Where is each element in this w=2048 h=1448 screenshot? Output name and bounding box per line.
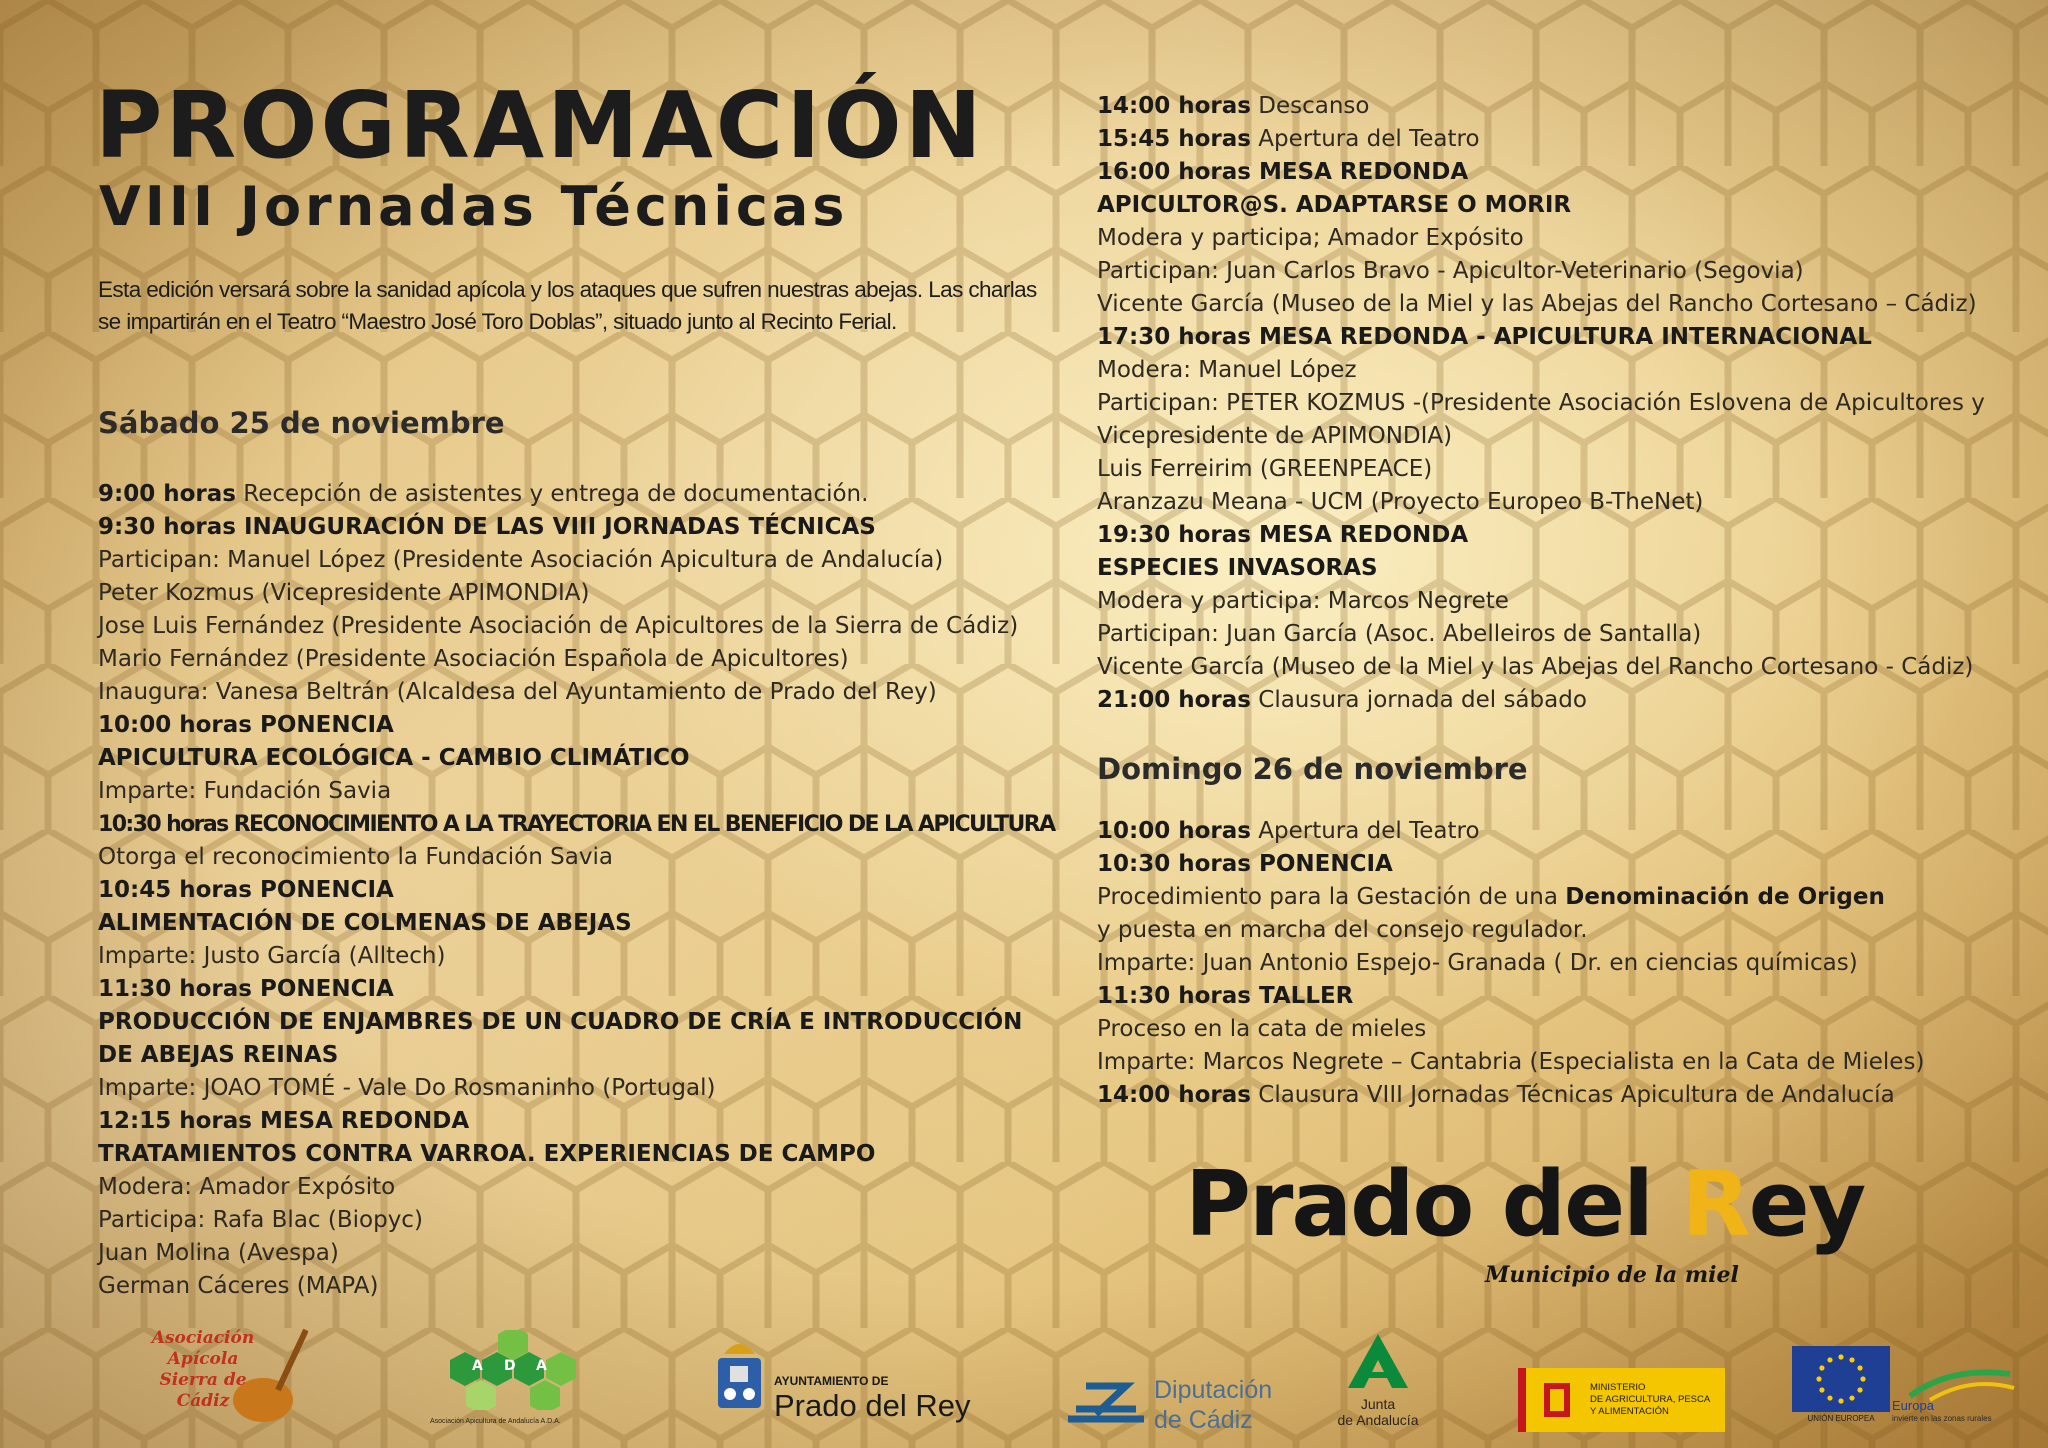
schedule-line: Aranzazu Meana - UCM (Proyecto Europeo B-TheNet) bbox=[1097, 489, 1704, 515]
schedule-line: Jose Luis Fernández (Presidente Asociación de Apicultores de la Sierra de Cádiz) bbox=[98, 613, 1019, 639]
schedule-line: Procedimiento para la Gestación de una Denominación de Origen bbox=[1097, 884, 1885, 910]
ada-logo: A D A Asociación Apicultura de Andalucía A.D.A. bbox=[420, 1330, 600, 1430]
coat-of-arms-icon bbox=[712, 1334, 767, 1429]
ministerio-agricultura-logo: MINISTERIO DE AGRICULTURA, PESCA Y ALIMENTACIÓN bbox=[1518, 1368, 1725, 1432]
schedule-line: 21:00 horas Clausura jornada del sábado bbox=[1097, 687, 1587, 713]
schedule-line: Inaugura: Vanesa Beltrán (Alcaldesa del Ayuntamiento de Prado del Rey) bbox=[98, 679, 937, 705]
schedule-line: Imparte: Justo García (Alltech) bbox=[98, 943, 446, 969]
sunday-schedule bbox=[1097, 815, 1924, 1112]
saturday-afternoon-schedule bbox=[1097, 90, 1985, 717]
schedule-line: 17:30 horas MESA REDONDA - APICULTURA INTERNACIONAL bbox=[1097, 324, 1872, 350]
page-title: PROGRAMACIÓN bbox=[95, 72, 985, 179]
schedule-line: Vicente García (Museo de la Miel y las Abejas del Rancho Cortesano – Cádiz) bbox=[1097, 291, 1977, 317]
schedule-line: 10:00 horas Apertura del Teatro bbox=[1097, 818, 1480, 844]
eu-flag-icon bbox=[1792, 1346, 1890, 1412]
saturday-schedule bbox=[98, 478, 1055, 1303]
schedule-line: 10:30 horas RECONOCIMIENTO A LA TRAYECTORIA EN EL BENEFICIO DE LA APICULTURA bbox=[98, 812, 1055, 837]
schedule-line: TRATAMIENTOS CONTRA VARROA. EXPERIENCIAS DE CAMPO bbox=[98, 1141, 876, 1167]
schedule-line: Participan: Juan García (Asoc. Abelleiros de Santalla) bbox=[1097, 621, 1702, 647]
schedule-line: 10:00 horas PONENCIA bbox=[98, 712, 394, 738]
schedule-line: Peter Kozmus (Vicepresidente APIMONDIA) bbox=[98, 580, 590, 606]
union-europea-logo: UNIÓN EUROPEA bbox=[1792, 1346, 1890, 1426]
diputacion-cadiz-logo: Diputación de Cádiz bbox=[1066, 1374, 1286, 1444]
europa-rural-logo: Europa invierte en las zonas rurales bbox=[1890, 1366, 2020, 1436]
schedule-line: Vicente García (Museo de la Miel y las Abejas del Rancho Cortesano - Cádiz) bbox=[1097, 654, 1974, 680]
schedule-line: DE ABEJAS REINAS bbox=[98, 1042, 339, 1068]
schedule-line: Modera: Amador Expósito bbox=[98, 1174, 396, 1200]
schedule-line: 19:30 horas MESA REDONDA bbox=[1097, 522, 1469, 548]
schedule-line: ALIMENTACIÓN DE COLMENAS DE ABEJAS bbox=[98, 910, 632, 936]
schedule-line: Participan: PETER KOZMUS -(Presidente Asociación Eslovena de Apicultores y bbox=[1097, 390, 1985, 416]
schedule-line: 11:30 horas PONENCIA bbox=[98, 976, 394, 1002]
schedule-line: Modera y participa; Amador Expósito bbox=[1097, 225, 1524, 251]
schedule-line: Proceso en la cata de mieles bbox=[1097, 1016, 1427, 1042]
schedule-line: 15:45 horas Apertura del Teatro bbox=[1097, 126, 1480, 152]
asociacion-apicola-logo: Asociación Apícola Sierra de Cádiz bbox=[138, 1320, 308, 1435]
schedule-line: 14:00 horas Clausura VIII Jornadas Técnicas Apicultura de Andalucía bbox=[1097, 1082, 1895, 1108]
intro-text: Esta edición versará sobre la sanidad apícola y los ataques que sufren nuestras abejas. Las charlas se impartirán en el Teatro “Maestro José Toro Doblas”, situado junto al Recinto Ferial. bbox=[98, 277, 1037, 334]
schedule-line: ESPECIES INVASORAS bbox=[1097, 555, 1378, 581]
brand-tagline: Municipio de la miel bbox=[1485, 1262, 1739, 1288]
schedule-line: 16:00 horas MESA REDONDA bbox=[1097, 159, 1469, 185]
schedule-line: APICULTURA ECOLÓGICA - CAMBIO CLIMÁTICO bbox=[98, 745, 690, 771]
sunday-heading: Domingo 26 de noviembre bbox=[1097, 752, 1528, 786]
schedule-line: Participan: Manuel López (Presidente Asociación Apicultura de Andalucía) bbox=[98, 547, 944, 573]
schedule-line: y puesta en marcha del consejo regulador. bbox=[1097, 917, 1588, 943]
schedule-line: 9:00 horas Recepción de asistentes y entrega de documentación. bbox=[98, 481, 869, 507]
schedule-line: Vicepresidente de APIMONDIA) bbox=[1097, 423, 1453, 449]
ayuntamiento-logo: AYUNTAMIENTO DE Prado del Rey bbox=[712, 1334, 982, 1434]
junta-andalucia-logo: Junta de Andalucía bbox=[1328, 1332, 1428, 1442]
wave-icon bbox=[1066, 1374, 1146, 1434]
schedule-line: Modera: Manuel López bbox=[1097, 357, 1357, 383]
schedule-line: Imparte: Marcos Negrete – Cantabria (Especialista en la Cata de Mieles) bbox=[1097, 1049, 1925, 1075]
prado-del-rey-logo: Prado del Rey bbox=[1185, 1152, 1865, 1257]
schedule-line: Juan Molina (Avespa) bbox=[98, 1240, 339, 1266]
schedule-line: Participa: Rafa Blac (Biopyc) bbox=[98, 1207, 423, 1233]
schedule-line: Participan: Juan Carlos Bravo - Apicultor-Veterinario (Segovia) bbox=[1097, 258, 1804, 284]
schedule-line: PRODUCCIÓN DE ENJAMBRES DE UN CUADRO DE CRÍA E INTRODUCCIÓN bbox=[98, 1009, 1023, 1035]
schedule-line: Imparte: Juan Antonio Espejo- Granada ( Dr. en ciencias químicas) bbox=[1097, 950, 1858, 976]
schedule-line: 10:45 horas PONENCIA bbox=[98, 877, 394, 903]
schedule-line: APICULTOR@S. ADAPTARSE O MORIR bbox=[1097, 192, 1572, 218]
schedule-line: 9:30 horas INAUGURACIÓN DE LAS VIII JORNADAS TÉCNICAS bbox=[98, 514, 876, 540]
stars-wave-icon bbox=[1890, 1366, 2020, 1402]
page-subtitle: VIII Jornadas Técnicas bbox=[99, 175, 849, 238]
saturday-heading: Sábado 25 de noviembre bbox=[98, 406, 505, 440]
schedule-line: Mario Fernández (Presidente Asociación Española de Apicultores) bbox=[98, 646, 849, 672]
schedule-line: 10:30 horas PONENCIA bbox=[1097, 851, 1393, 877]
schedule-line: 12:15 horas MESA REDONDA bbox=[98, 1108, 470, 1134]
schedule-line: 11:30 horas TALLER bbox=[1097, 983, 1354, 1009]
schedule-line: German Cáceres (MAPA) bbox=[98, 1273, 379, 1299]
spain-coat-of-arms-icon bbox=[1538, 1375, 1576, 1425]
schedule-line: Imparte: JOAO TOMÉ - Vale Do Rosmaninho (Portugal) bbox=[98, 1075, 716, 1101]
schedule-line: Imparte: Fundación Savia bbox=[98, 778, 392, 804]
schedule-line: Otorga el reconocimiento la Fundación Savia bbox=[98, 844, 613, 870]
schedule-line: Modera y participa: Marcos Negrete bbox=[1097, 588, 1509, 614]
schedule-line: 14:00 horas Descanso bbox=[1097, 93, 1370, 119]
schedule-line: Luis Ferreirim (GREENPEACE) bbox=[1097, 456, 1433, 482]
junta-a-icon bbox=[1328, 1332, 1428, 1392]
